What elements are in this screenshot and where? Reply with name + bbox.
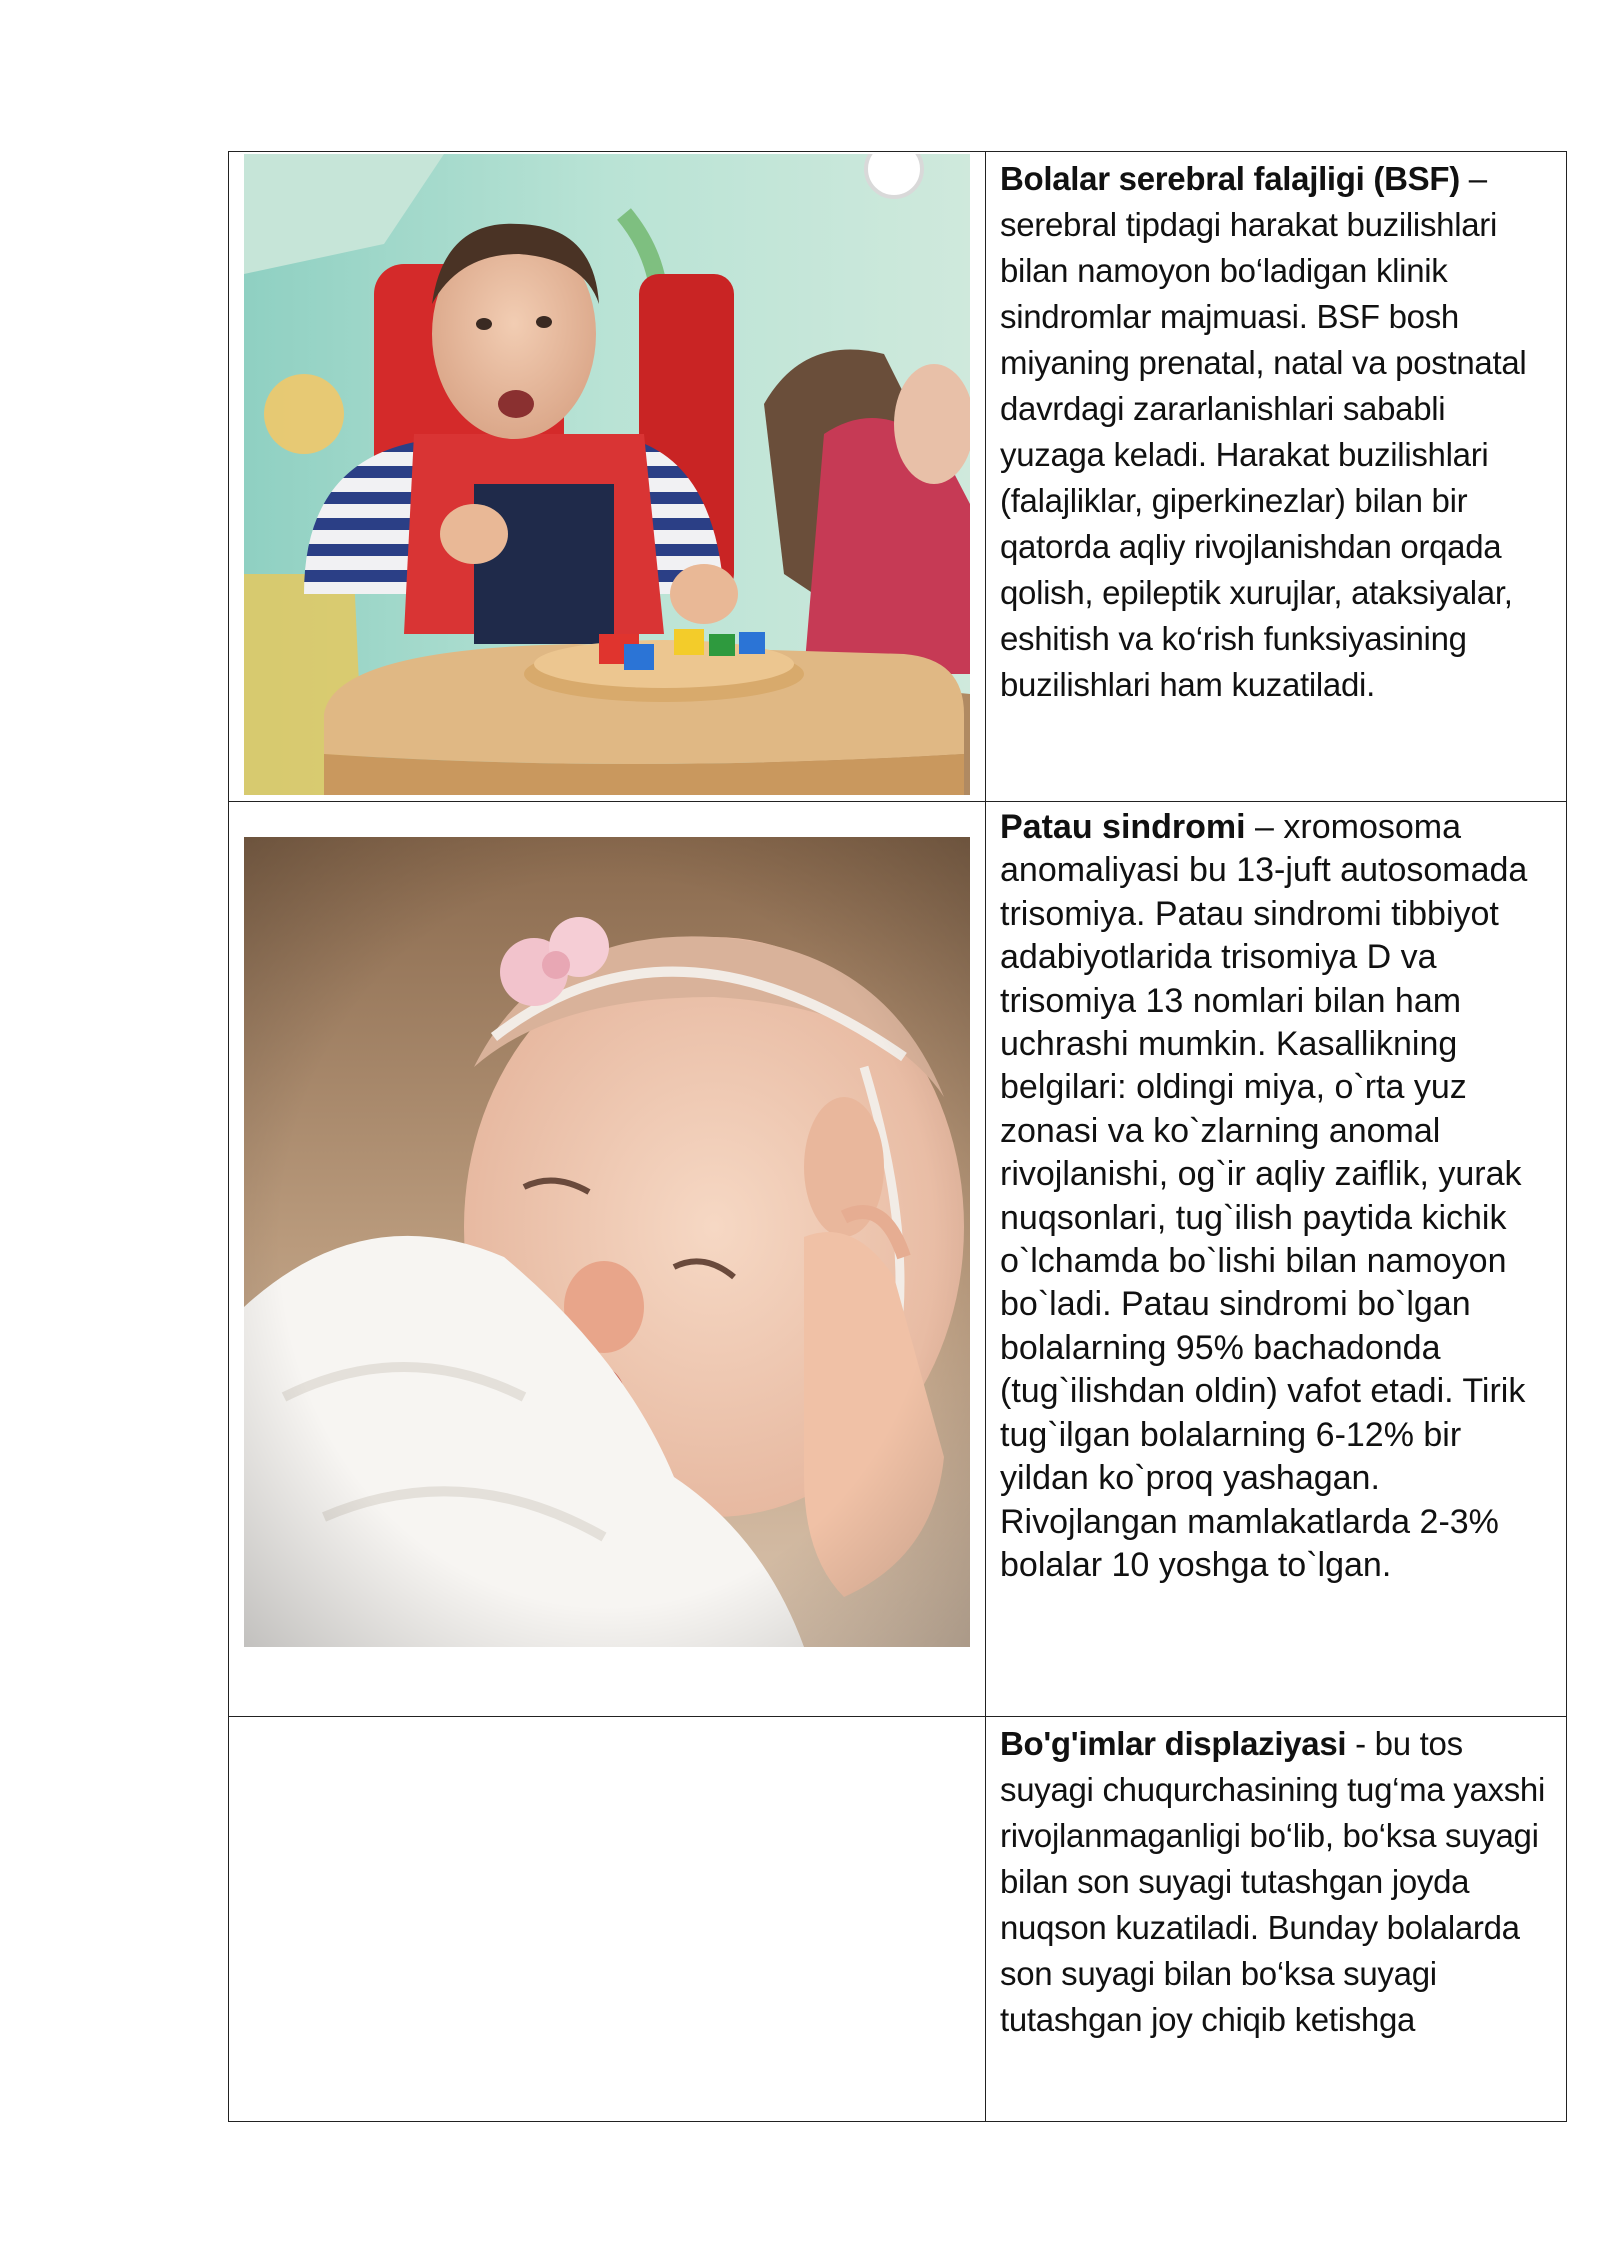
term-description: – serebral tipdagi harakat buzilishlari bilan namoyon bo‘ladigan klinik sindromlar majmuasi. BSF bosh miyaning prenatal, natal va postnatal davrdagi zararlanishlari sababli yuzaga keladi. Harakat buzilishlari (falajliklar, giperkinezlar) bilan bir qatorda aqliy rivojlanishdan orqada qolish, epileptik xurujlar, ataksiyalar, eshitish va ko‘rish funksiyasining buzilishlari ham kuzatiladi. bbox=[1000, 160, 1527, 703]
description-paragraph bbox=[1000, 1721, 1554, 2043]
term-description: – xromosoma anomaliyasi bu 13-juft autosomada trisomiya. Patau sindromi tibbiyot adabiyotlarida trisomiya D va trisomiya 13 nomlari bilan ham uchrashi mumkin. Kasallikning belgilari: oldingi miya, o`rta yuz zonasi va ko`zlarning anomal rivojlanishi, og`ir aqliy zaiflik, yurak nuqsonlari, tug`ilish paytida kichik o`lchamda bo`lishi bilan namoyon bo`ladi. Patau sindromi bo`lgan bolalarning 95% bachadonda (tug`ilishdan oldin) vafot etadi. Tirik tug`ilgan bolalarning 6-12% bir yildan ko`proq yashagan. Rivojlangan mamlakatlarda 2-3% bolalar 10 yoshga to`lgan. bbox=[1000, 808, 1528, 1584]
image-cell bbox=[229, 152, 986, 802]
empty-image-cell bbox=[229, 1717, 986, 2122]
table-row bbox=[229, 152, 1567, 802]
table-row bbox=[229, 1717, 1567, 2122]
term-heading: Bolalar serebral falajligi (BSF) bbox=[1000, 160, 1460, 197]
term-description: - bu tos suyagi chuqurchasining tug‘ma yaxshi rivojlanmaganligi bo‘lib, bo‘ksa suyagi bilan son suyagi tutashgan joyda nuqson kuzatiladi. Bunday bolalarda son suyagi bilan bo‘ksa suyagi tutashgan joy chiqib ketishga bbox=[1000, 1725, 1546, 2038]
description-paragraph bbox=[1000, 806, 1554, 1587]
patau-syndrome-photo bbox=[244, 837, 970, 1647]
term-heading: Bo'g'imlar displaziyasi bbox=[1000, 1725, 1347, 1762]
description-paragraph bbox=[1000, 156, 1554, 708]
description-cell bbox=[986, 802, 1567, 1717]
cerebral-palsy-photo bbox=[244, 154, 970, 795]
table-row bbox=[229, 802, 1567, 1717]
disorders-table bbox=[228, 151, 1567, 2122]
image-cell bbox=[229, 802, 986, 1717]
term-heading: Patau sindromi bbox=[1000, 808, 1246, 846]
description-cell bbox=[986, 152, 1567, 802]
description-cell bbox=[986, 1717, 1567, 2122]
